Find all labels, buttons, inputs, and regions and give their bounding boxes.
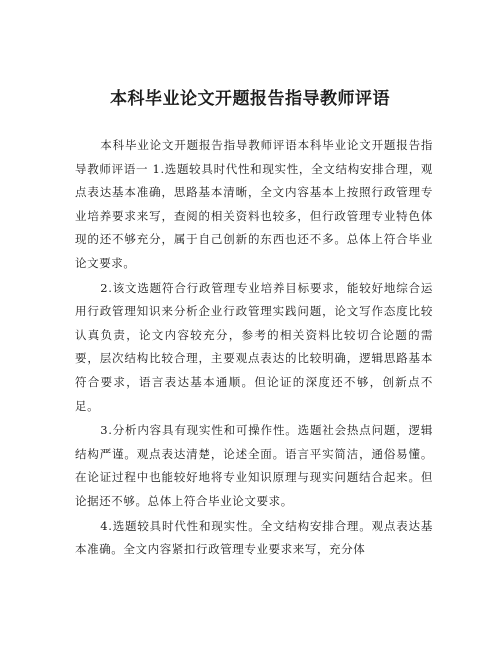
paragraph-2: 2.该文选题符合行政管理专业培养目标要求，能较好地综合运用行政管理知识来分析企业行政管理实践问题，论文写作态度比较认真负责，论文内容较充分，参考的相关资料比较切合论题的需要，层次结构比较合理，主要观点表达的比较明确，逻辑思路基本符合要求，语言表达基本通顺。但论证的深度还不够，创新点不足。 bbox=[75, 280, 433, 413]
paragraph-4: 4.选题较具时代性和现实性。全文结构安排合理。观点表达基本准确。全文内容紧扣行政管理专业要求来写，充分体 bbox=[75, 518, 433, 557]
document-body bbox=[75, 134, 433, 563]
paragraph-1: 本科毕业论文开题报告指导教师评语本科毕业论文开题报告指导教师评语一 1.选题较具时代性和现实性，全文结构安排合理，观点表达基本准确，思路基本清晰，全文内容基本上按照行政管理专业培养要求来写，查阅的相关资料也较多，但行政管理专业特色体现的还不够充分，属于自己创新的东西也还不多。总体上符合毕业论文要求。 bbox=[75, 138, 433, 270]
paragraph-3: 3.分析内容具有现实性和可操作性。选题社会热点问题，逻辑结构严谨。观点表达清楚，论述全面。语言平实简洁，通俗易懂。在论证过程中也能较好地将专业知识原理与现实问题结合起来。但论据还不够。总体上符合毕业论文要求。 bbox=[75, 423, 433, 508]
document-title: 本科毕业论文开题报告指导教师评语 bbox=[110, 89, 390, 109]
